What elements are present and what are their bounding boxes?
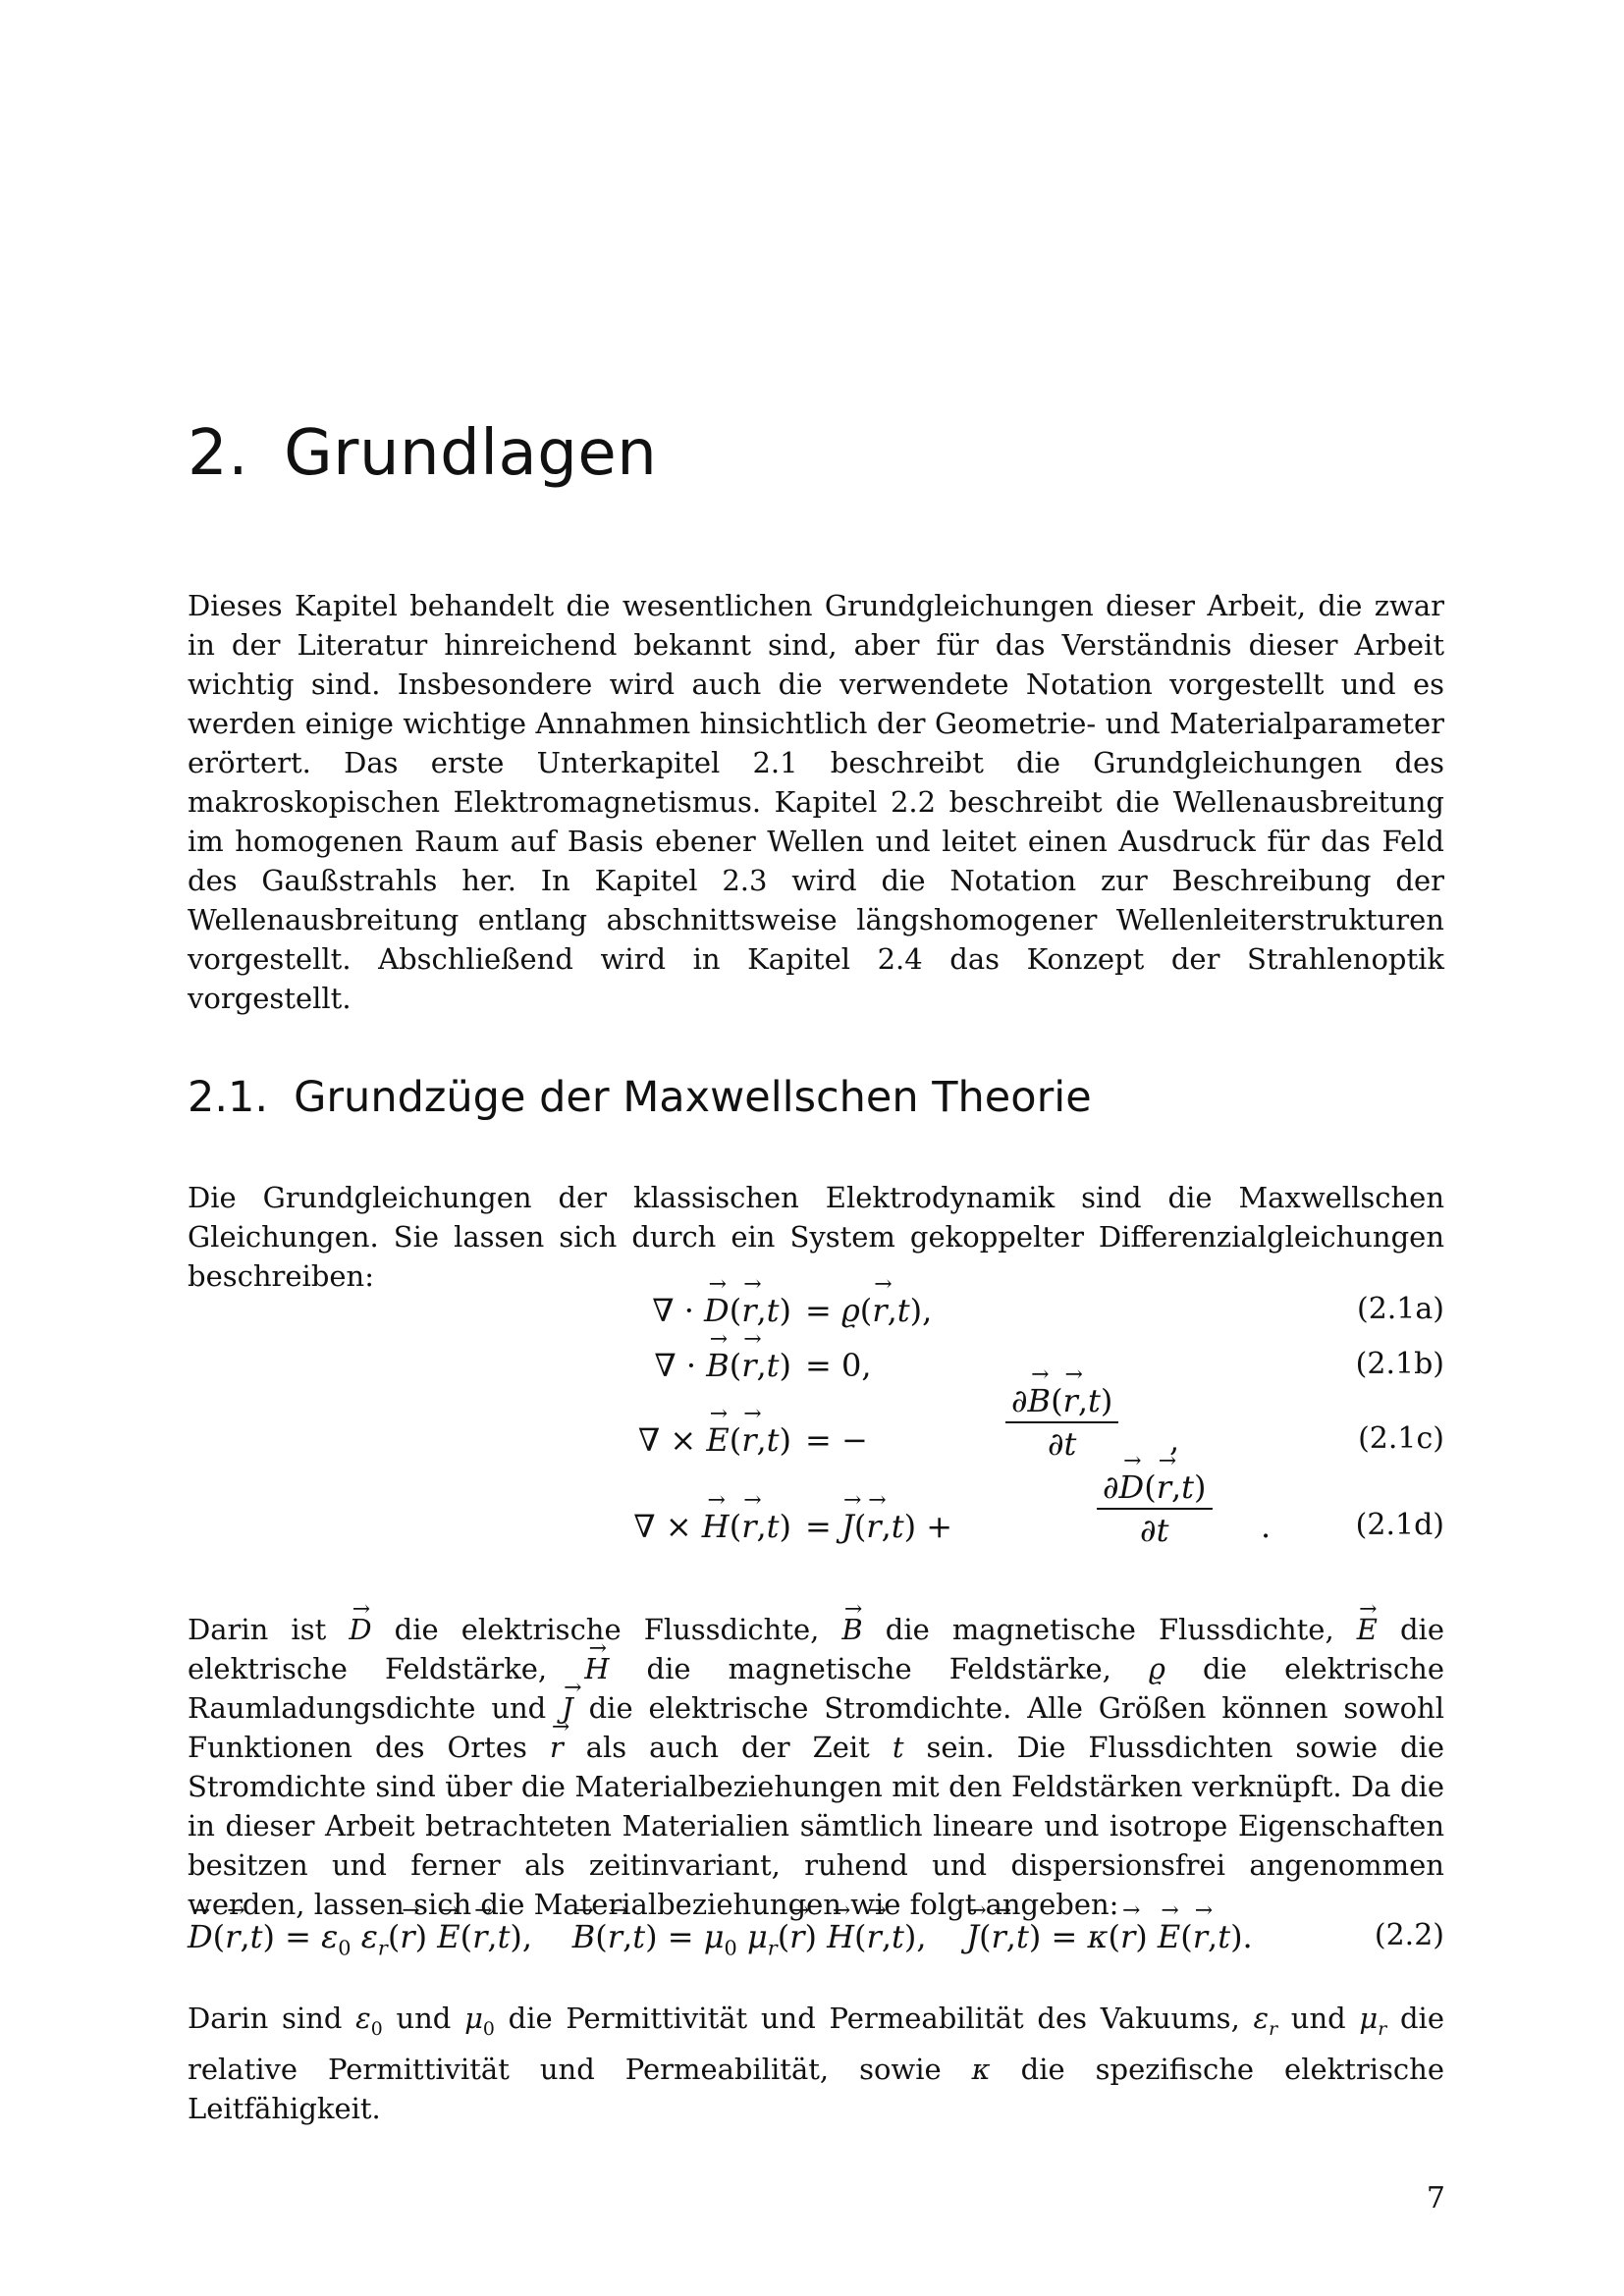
- equation-tag: (2.1c): [1358, 1421, 1444, 1456]
- intro-paragraph: Dieses Kapitel behandelt die wesentlichen Grundgleichungen dieser Arbeit, die zwar in der Literatur hinreichend bekannt sind, aber für das Verständnis dieser Arbeit wichtig sind. Insbesondere wird auch die verwendete Notation vorgestellt und es werden einige wichtige Annahmen hinsichtlich der Geometrie- und Materialparameter erörtert. Das erste Unterkapitel 2.1 beschreibt die Grundgleichungen des makroskopischen Elektromagnetismus. Kapitel 2.2 beschreibt die Wellenausbreitung im homogenen Raum auf Basis ebener Wellen und leitet einen Ausdruck für das Feld des Gaußstrahls her. In Kapitel 2.3 wird die Notation zur Beschreibung der Wellenausbreitung entlang abschnittsweise längshomogener Wellenleiterstrukturen vorgestellt. Abschließend wird in Kapitel 2.4 das Konzept der Strahlenoptik vorgestellt.: [188, 589, 1444, 1015]
- equation-tag: (2.1d): [1355, 1508, 1444, 1542]
- chapter-number: 2.: [188, 417, 249, 490]
- equation-2-1a: [188, 1292, 1444, 1339]
- material-relations: → $D(\to r,t) = \varepsilon_0$ $\varepsilon_r(\to r) \to E(\to r,t)$, → $B(\to r,t) = \mu_0$ $\mu_r(\to r) \to H(\to r,t)$, → J(→ r,t) = κ(→ r) → E(→ r,t).: [188, 1918, 1253, 1955]
- constants-paragraph: Darin sind $\varepsilon_0$ und $\mu_0$ die Permittivität und Permeabilität des Vakuums, $\varepsilon_r$ und $\mu_r$ die relative Permittivität und Permeabilität, sowie κ die spezifische elektrische Leitfähigkeit.: [188, 2002, 1444, 2125]
- equation-tag: (2.1a): [1356, 1292, 1444, 1326]
- equation-rhs: = → J(→ r,t) +: [805, 1508, 952, 1545]
- equation-rhs: = −: [805, 1421, 868, 1459]
- equation-lhs: ∇ × → E(→ r,t): [638, 1421, 791, 1459]
- maxwell-intro-paragraph: Die Grundgleichungen der klassischen Elektrodynamik sind die Maxwellschen Gleichungen. Sie lassen sich durch ein System gekoppelter Differenzialgleichungen beschreiben:: [188, 1181, 1444, 1293]
- section-heading: [188, 1073, 1092, 1122]
- equation-2-1b: [188, 1347, 1444, 1394]
- equation-lhs: ∇ × → H(→ r,t): [633, 1508, 791, 1545]
- section-number: 2.1.: [188, 1073, 269, 1122]
- section-title: Grundzüge der Maxwellschen Theorie: [294, 1073, 1092, 1122]
- equation-2-1d: ∇ × → H(→ r,t) = → J(→ r,t) + $\frac{\partial\to D(\to r,t)}{\partial t}$ . (2.1d): [188, 1508, 1444, 1555]
- equation-lhs: ∇ · → D(→ r,t): [652, 1292, 791, 1329]
- equation-rhs: = 0,: [805, 1347, 872, 1384]
- fraction: $\frac{\partial\to D(\to r,t)}{\partial t}$: [1097, 1468, 1213, 1549]
- chapter-heading: [188, 417, 657, 490]
- page-number: 7: [1426, 2181, 1445, 2216]
- equation-lhs: ∇ · → B(→ r,t): [654, 1347, 791, 1384]
- equation-tag: (2.2): [1374, 1918, 1444, 1952]
- equation-2-2: [188, 1918, 1444, 1965]
- definitions-paragraph: Darin ist → D die elektrische Flussdichte, → B die magnetische Flussdichte, → E die elektrische Feldstärke, → H die magnetische Feldstärke, ϱ die elektrische Raumladungsdichte und → J die elektrische Stromdichte. Alle Größen können sowohl Funktionen des Ortes → r als auch der Zeit t sein. Die Flussdichten sowie die Stromdichte sind über die Materialbeziehungen mit den Feldstärken verknüpft. Da die in dieser Arbeit betrachteten Materialien sämtlich lineare und isotrope Eigenschaften besitzen und ferner als zeitinvariant, ruhend und dispersionsfrei angenommen werden, lassen sich die Materialbeziehungen wie folgt angeben:: [188, 1610, 1444, 1924]
- chapter-title: Grundlagen: [284, 417, 658, 490]
- equation-2-1c: ∇ × → E(→ r,t) = − $\frac{\partial\to B(\to r,t)}{\partial t}$ , (2.1c): [188, 1421, 1444, 1468]
- equation-tag: (2.1b): [1355, 1347, 1444, 1381]
- equation-rhs: = ϱ(→ r,t),: [805, 1292, 932, 1329]
- fraction: $\frac{\partial\to B(\to r,t)}{\partial t}$: [1005, 1382, 1118, 1463]
